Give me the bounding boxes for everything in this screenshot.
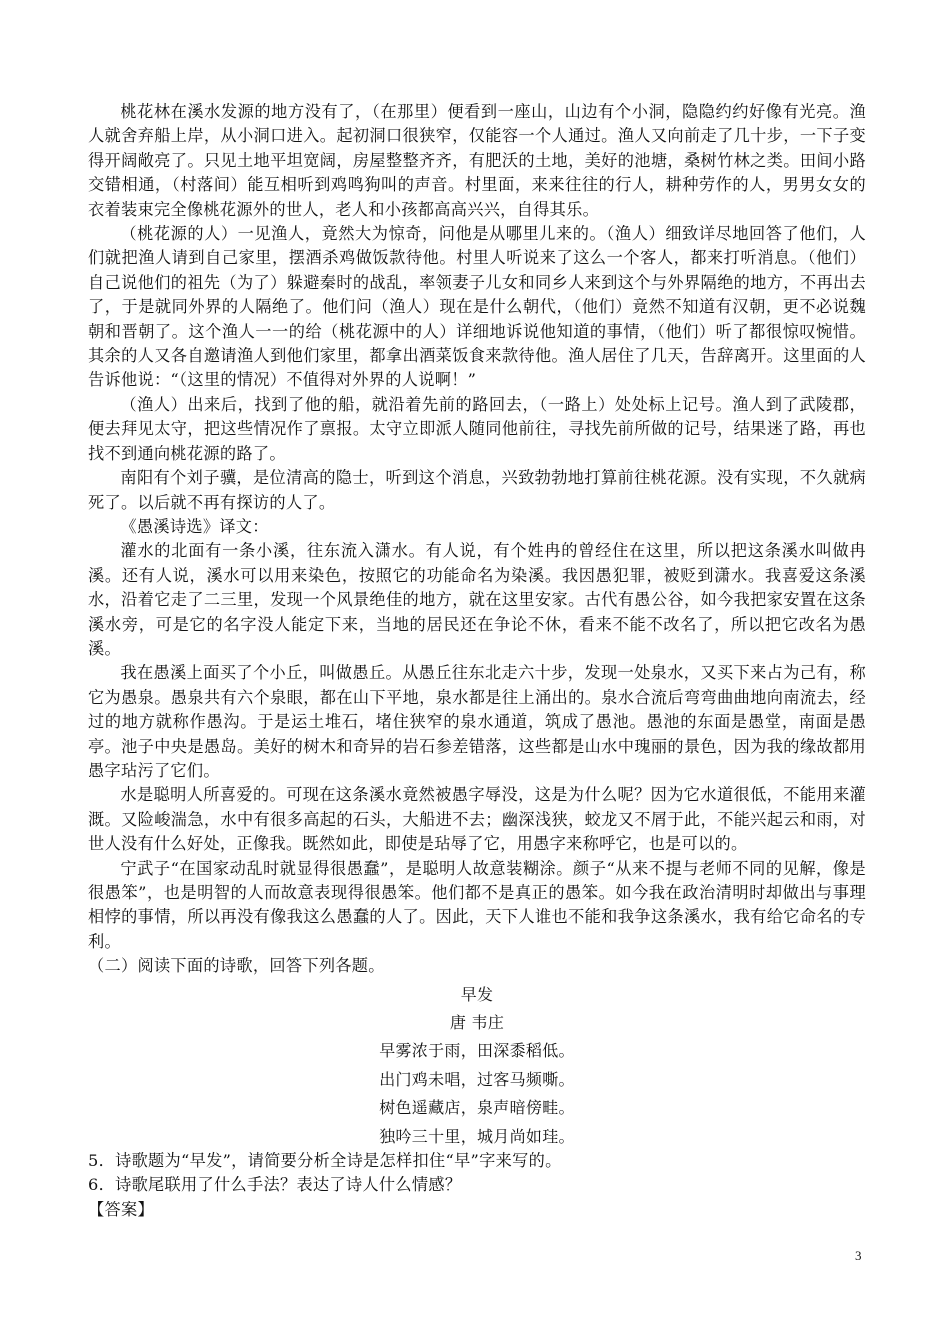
yuxi-paragraph-2: 我在愚溪上面买了个小丘，叫做愚丘。从愚丘往东北走六十步，发现一处泉水，又买下来占为己有，称它为愚泉。愚泉共有六个泉眼，都在山下平地，泉水都是往上涌出的。泉水合流后弯弯曲曲地向南流去，经过的地方就称作愚沟。于是运土堆石，堵住狭窄的泉水通道，筑成了愚池。愚池的东面是愚堂，南面是愚亭。池子中央是愚岛。美好的树木和奇异的岩石参差错落，这些都是山水中瑰丽的景色，因为我的缘故都用愚字玷污了它们。 — [88, 663, 866, 780]
poem-line: 早雾浓于雨，田深黍稻低。 — [379, 1041, 575, 1061]
poem-line: 树色遥藏店，泉声暗傍畦。 — [379, 1098, 575, 1118]
poem — [88, 983, 866, 1149]
page-number: 3 — [855, 1248, 862, 1263]
document-body — [88, 100, 866, 1222]
translation-paragraph-2: （桃花源的人）一见渔人，竟然大为惊奇，问他是从哪里儿来的。（渔人）细致详尽地回答了他们，人们就把渔人请到自己家里，摆酒杀鸡做饭款待他。村里人听说来了这么一个客人，都来打听消息。（他们）自己说他们的祖先（为了）躲避秦时的战乱，率领妻子儿女和同乡人来到这个与外界隔绝的地方，不再出去了，于是就同外界的人隔绝了。他们问（渔人）现在是什么朝代，（他们）竟然不知道有汉朝，更不必说魏朝和晋朝了。这个渔人一一的给（桃花源中的人）详细地诉说他知道的事情，（他们）听了都很惊叹惋惜。其余的人又各自邀请渔人到他们家里，都拿出酒菜饭食来款待他。渔人居住了几天，告辞离开。这里面的人告诉他说：“（这里的情况）不值得对外界的人说啊！” — [88, 224, 866, 390]
poem-line: 出门鸡未唱，过客马频嘶。 — [379, 1069, 575, 1089]
answer-label: 【答案】 — [88, 1199, 154, 1219]
poem-author: 唐 韦庄 — [449, 1013, 505, 1033]
yuxi-paragraph-1: 灌水的北面有一条小溪，往东流入潇水。有人说，有个姓冉的曾经住在这里，所以把这条溪水叫做冉溪。还有人说，溪水可以用来染色，按照它的功能命名为染溪。我因愚犯罪，被贬到潇水。我喜爱这条溪水，沿着它走了二三里，发现一个风景绝佳的地方，就在这里安家。古代有愚公谷，如今我把家安置在这条溪水旁，可是它的名字没人能定下来，当地的居民还在争论不休，看来不能不改名了，所以把它改名为愚溪。 — [88, 541, 866, 658]
translation-paragraph-1: 桃花林在溪水发源的地方没有了，（在那里）便看到一座山，山边有个小洞，隐隐约约好像有光亮。渔人就舍弃船上岸，从小洞口进入。起初洞口很狭窄，仅能容一个人通过。渔人又向前走了几十步，一下子变得开阔敞亮了。只见土地平坦宽阔，房屋整整齐齐，有肥沃的土地，美好的池塘，桑树竹林之类。田间小路交错相通，（村落间）能互相听到鸡鸣狗叫的声音。村里面，来来往往的行人，耕种劳作的人，男男女女的衣着装束完全像桃花源外的世人，老人和小孩都高高兴兴，自得其乐。 — [88, 102, 866, 219]
yuxi-paragraph-3: 水是聪明人所喜爱的。可现在这条溪水竟然被愚字辱没，这是为什么呢？因为它水道很低，不能用来灌溉。又险峻湍急，水中有很多高起的石头，大船进不去；幽深浅狭，蛟龙又不屑于此，不能兴起云和雨，对世人没有什么好处，正像我。既然如此，即使是玷辱了它，用愚字来称呼它，也是可以的。 — [88, 785, 866, 854]
poem-line: 独吟三十里，城月尚如珪。 — [379, 1126, 575, 1146]
yuxi-paragraph-4: 宁武子“在国家动乱时就显得很愚蠢”，是聪明人故意装糊涂。颜子“从来不提与老师不同的见解，像是很愚笨”，也是明智的人而故意表现得很愚笨。他们都不是真正的愚笨。如今我在政治清明时却做出与事理相悖的事情，所以再没有像我这么愚蠢的人了。因此，天下人谁也不能和我争这条溪水，我有给它命名的专利。 — [88, 858, 866, 951]
question-6: 6．诗歌尾联用了什么手法？表达了诗人什么情感？ — [88, 1175, 462, 1195]
section-2-heading: （二）阅读下面的诗歌，回答下列各题。 — [88, 956, 385, 976]
question-5: 5．诗歌题为“早发”，请简要分析全诗是怎样扣住“早”字来写的。 — [88, 1151, 562, 1171]
poem-title: 早发 — [460, 984, 494, 1004]
yuxi-heading: 《愚溪诗选》译文： — [120, 516, 269, 536]
translation-paragraph-4: 南阳有个刘子骥，是位清高的隐士，听到这个消息，兴致勃勃地打算前往桃花源。没有实现，不久就病死了。以后就不再有探访的人了。 — [88, 468, 866, 512]
translation-paragraph-3: （渔人）出来后，找到了他的船，就沿着先前的路回去，（一路上）处处标上记号。渔人到了武陵郡，便去拜见太守，把这些情况作了禀报。太守立即派人随同他前往，寻找先前所做的记号，结果迷了路，再也找不到通向桃花源的路了。 — [88, 394, 866, 463]
